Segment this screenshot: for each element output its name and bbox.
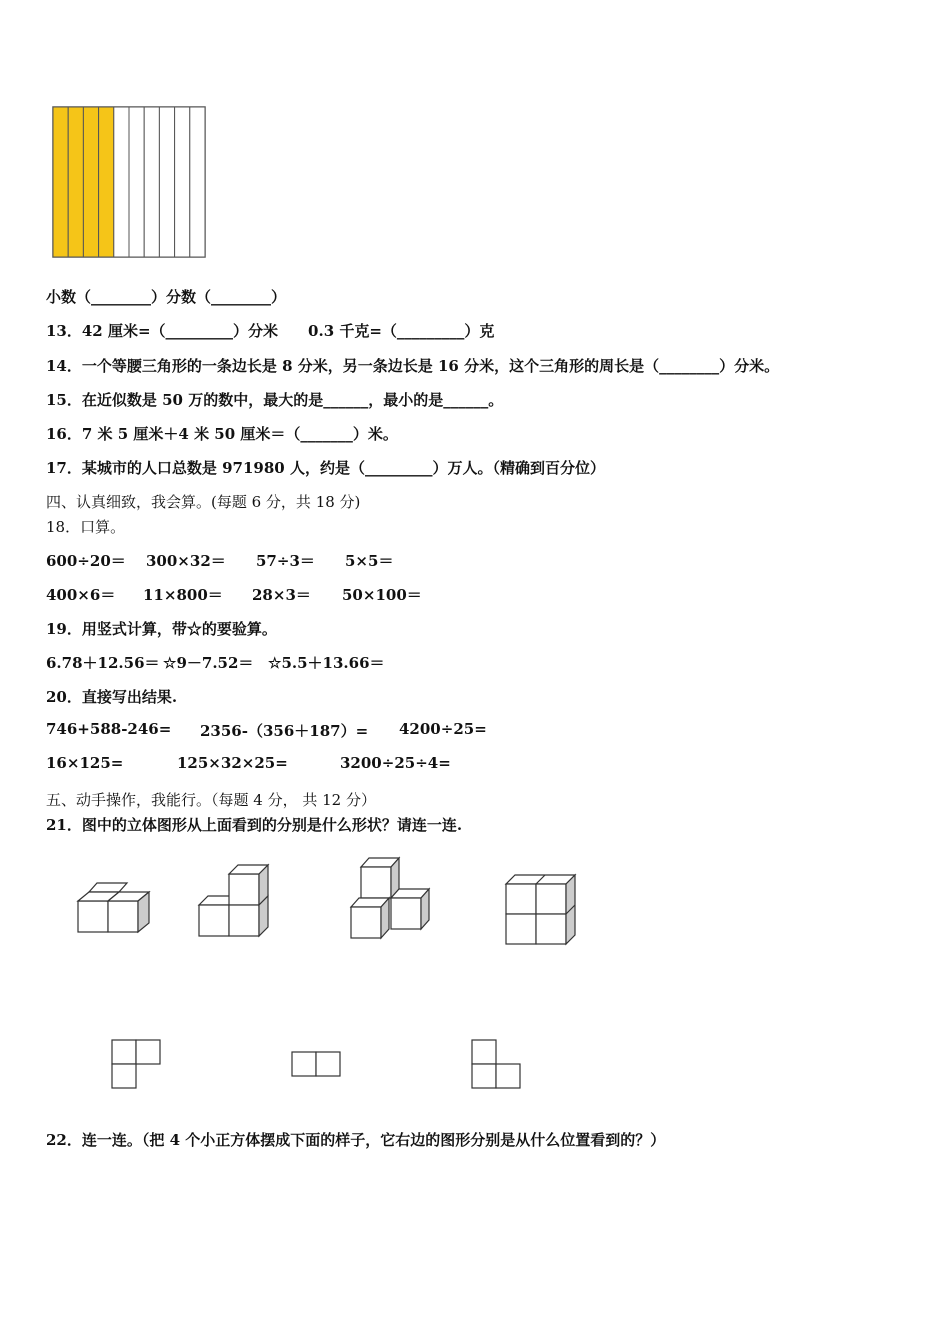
q12-answer-line: 小数（________）分数（________） [46,288,287,306]
q18-item: 600÷20＝ [46,552,126,570]
shaded-strip [83,107,98,257]
blank-strip [114,107,129,257]
q19-item: ☆9－7.52＝ [163,654,254,672]
q19-item: 6.78＋12.56＝ [46,654,160,672]
q18-item: 50×100＝ [342,586,422,604]
q20-item: 746+588-246= [46,720,172,738]
q20-item: 4200÷25= [399,720,487,738]
q18-item: 57÷3＝ [256,552,315,570]
top-view-two-squares [290,1050,344,1078]
q15-text: 15．在近似数是 50 万的数中，最大的是______，最小的是______。 [46,391,504,409]
top-view-l-shape [110,1038,164,1090]
section5-title: 五、动手操作，我能行。（每题 4 分， 共 12 分） [46,791,376,809]
q20-item: 2356-（356＋187）= [200,722,369,740]
q18-item: 5×5＝ [345,552,394,570]
cube-figure-3 [347,855,437,945]
blank-strip [144,107,159,257]
top-view-l-shape-right [470,1038,524,1090]
q18-item: 400×6＝ [46,586,116,604]
q21-title: 21．图中的立体图形从上面看到的分别是什么形状？请连一连. [46,816,463,834]
q13-text: 13．42 厘米=（_________）分米 0.3 千克=（_________）克 [46,322,495,340]
q18-item: 28×3＝ [252,586,311,604]
blank-strip [129,107,144,257]
q20-item: 3200÷25÷4= [340,754,451,772]
blank-strip [175,107,190,257]
cube-figure-1 [75,880,155,938]
section4-title: 四、认真细致，我会算。(每题 6 分，共 18 分) [46,493,361,511]
q22-text: 22．连一连。（把 4 个小正方体摆成下面的样子，它右边的图形分别是从什么位置看到的？） [46,1131,666,1149]
blank-strip [190,107,205,257]
q16-text: 16．7 米 5 厘米＋4 米 50 厘米＝（_______）米。 [46,425,398,443]
cube-figure-4 [503,872,583,948]
stripe-fraction-figure [50,105,210,261]
shaded-strip [68,107,83,257]
shaded-strip [99,107,114,257]
q20-title: 20．直接写出结果. [46,688,178,706]
q20-item: 125×32×25= [177,754,288,772]
q18-title: 18．口算。 [46,518,126,536]
q19-title: 19．用竖式计算，带☆的要验算。 [46,620,277,638]
q14-text: 14．一个等腰三角形的一条边长是 8 分米，另一条边长是 16 分米，这个三角形的周长是（________）分米。 [46,357,780,375]
shaded-strip [53,107,68,257]
blank-strip [159,107,174,257]
cube-figure-2 [196,862,276,942]
q19-item: ☆5.5＋13.66＝ [268,654,385,672]
q18-item: 11×800＝ [143,586,223,604]
q17-text: 17．某城市的人口总数是 971980 人，约是（_________）万人。（精确到百分位） [46,459,605,477]
q20-item: 16×125= [46,754,124,772]
q18-item: 300×32＝ [146,552,226,570]
